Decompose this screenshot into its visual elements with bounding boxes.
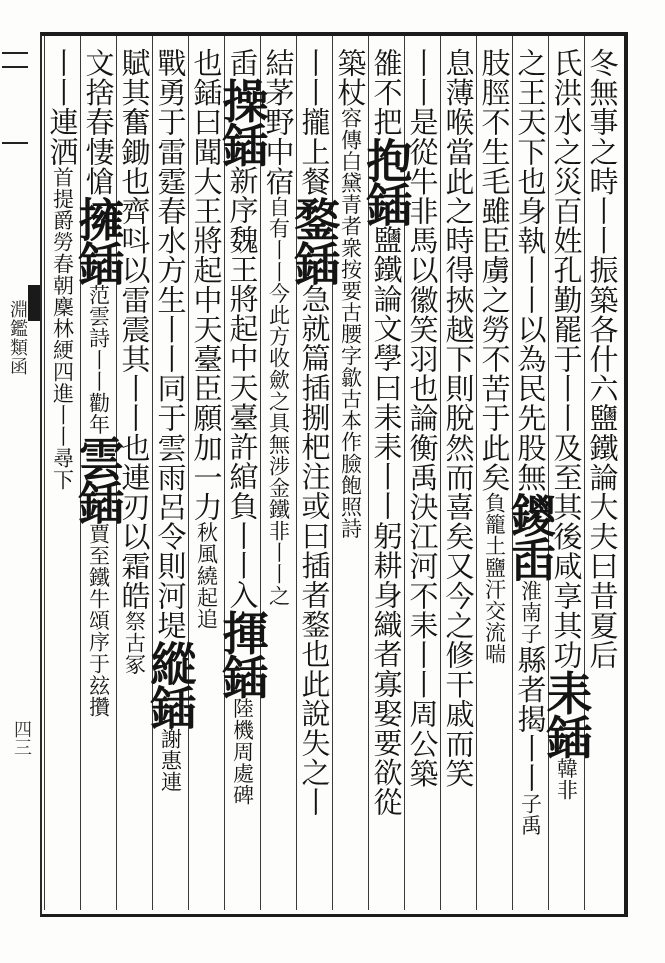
body-text: 肢脛不生毛雖臣虜之勞不苦于此矣 [477, 48, 512, 492]
headword: 鍪鍤 [287, 196, 342, 284]
text-column [44, 36, 80, 910]
text-column [503, 36, 558, 910]
text-column [539, 36, 594, 910]
column-text [71, 36, 126, 910]
column-text [186, 36, 228, 910]
page-number: 四三 [11, 720, 32, 756]
left-margin [0, 0, 40, 963]
annotation-text: 謝惠連 [158, 728, 183, 793]
text-column [188, 36, 224, 910]
body-text: 急就篇插捌杷注或曰插者鍪也此說失之丨 [297, 284, 332, 817]
annotation-text: 負籠土鹽汗交流喘 [482, 492, 507, 665]
column-text [582, 36, 624, 910]
body-text: 縣者揭丨丨 [513, 644, 548, 793]
headword: 縱鍤 [143, 640, 198, 728]
annotation-text: 首提爵勞春朝 [50, 166, 75, 297]
column-text [287, 36, 342, 910]
body-text: 臿 [225, 48, 260, 78]
text-column [476, 36, 512, 910]
body-text: 戰勇于雷霆春水方生丨丨同于雲雨呂令則河堤 [153, 48, 188, 640]
book-title: 淵鑑類函 [7, 300, 28, 376]
column-text [215, 36, 270, 910]
annotation-text: 自有丨丨今此方收歛之具無涉金鐵非丨丨之 [266, 196, 291, 607]
body-text: 也鍤曰聞大王將起中天臺臣願加一力 [189, 48, 224, 522]
body-text: 築杖 [333, 48, 368, 108]
column-text [143, 36, 198, 910]
annotation-text: 麇林綆四進丨丨尋下 [50, 296, 75, 491]
body-text: 氏洪水之災百姓孔勤罷于丨丨及至其後咸享其功 [549, 48, 584, 670]
column-text [42, 36, 84, 910]
body-text: 之王天下也身執丨丨以為民先股無 [513, 48, 548, 492]
column-text [503, 36, 558, 910]
column-text [474, 36, 516, 910]
column-text [258, 36, 300, 910]
body-text: 新序魏王將起中天臺許綰負丨丨入 [225, 165, 260, 610]
annotation-text: 秋風繞起追 [194, 521, 219, 630]
body-text: 丨丨連洒 [45, 48, 80, 167]
body-text: 賦其奮鋤也齊呌以雷震其丨丨也連刃以霜皓 [117, 48, 152, 611]
annotation-text: 容傳白黛青者衆按要古腰字歙古本作臉飽照詩 [338, 107, 363, 540]
annotation-text: 陸機周處碑 [230, 697, 255, 806]
headword: 擁鍤 [71, 196, 126, 284]
text-column [143, 36, 198, 910]
headword: 揮鍤 [215, 609, 270, 698]
body-text: 丨丨攏上餐 [297, 48, 332, 196]
text-column [287, 36, 342, 910]
text-column [584, 36, 620, 910]
text-column [332, 36, 368, 910]
margin-rule [2, 142, 28, 144]
column-text [539, 36, 594, 910]
annotation-text: 祭古冢 [122, 610, 147, 676]
column-text [330, 36, 372, 910]
headword: 雲鍤 [71, 435, 126, 524]
body-text: 結茅野中宿 [261, 48, 296, 196]
body-text: 丨丨是從牛非馬以徽笑羽也論衡禹決江河不耒丨丨周公築 [405, 48, 440, 788]
column-text [359, 36, 414, 910]
headword: 耒鍤 [539, 669, 594, 758]
body-text: 冬無事之時丨丨振築各什六鹽鐵論大夫曰昔夏后 [585, 48, 620, 670]
annotation-text: 賈至鐵牛頌序于玆攢 [86, 523, 111, 718]
text-column [215, 36, 270, 910]
annotation-text: 淮南子 [518, 580, 543, 645]
headword: 抱鍤 [359, 136, 414, 225]
margin-rule [2, 66, 28, 68]
annotation-text: 范雲詩丨丨勸年 [86, 284, 111, 436]
text-column [440, 36, 476, 910]
body-text: 雒不把 [369, 48, 404, 137]
body-text: 文捨春悽愴 [81, 48, 116, 196]
body-text: 息薄喉當此之時得挾越下則脫然而喜矣又今之修干戚而笑 [441, 48, 476, 788]
annotation-text: 韓非 [554, 757, 579, 801]
headword: 鑁臿 [503, 492, 558, 580]
fishtail-mark [28, 285, 40, 321]
text-column [260, 36, 296, 910]
margin-rule [2, 52, 28, 54]
column-text [438, 36, 480, 910]
text-column [71, 36, 126, 910]
headword: 操鍤 [215, 77, 270, 166]
annotation-text: 子禹 [518, 792, 543, 837]
body-text: 鹽鐵論文學曰耒耒丨丨躬耕身織者寡娶要欲從 [369, 224, 404, 817]
text-column [359, 36, 414, 910]
